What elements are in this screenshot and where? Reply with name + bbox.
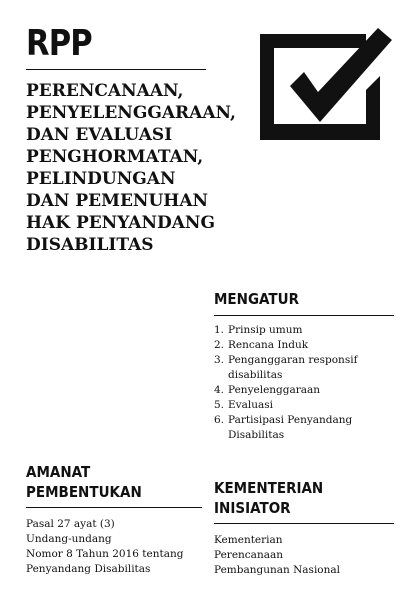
title-line: DAN PEMENUHAN — [26, 191, 209, 211]
amanat-divider — [26, 507, 202, 508]
title-line: PERENCANAAN, — [26, 81, 184, 101]
rpp-logo: RPP — [26, 23, 92, 64]
list-item: 4. Penyelenggaraan — [214, 384, 321, 396]
kementerian-divider — [214, 523, 394, 524]
title-line: PENGHORMATAN, — [26, 147, 204, 167]
title-line: PENYELENGGARAAN, — [26, 103, 236, 123]
mengatur-list — [214, 323, 404, 443]
amanat-text: Pasal 27 ayat (3) Undang-undang Nomor 8 Tahun 2016 tentang Penyandang Disabilitas — [26, 518, 184, 575]
amanat-heading: AMANAT PEMBENTUKAN — [26, 463, 142, 501]
list-item: 1. Prinsip umum — [214, 324, 303, 336]
title-line: PELINDUNGAN — [26, 169, 176, 189]
title-line: DAN EVALUASI — [26, 125, 173, 145]
kementerian-heading: KEMENTERIAN INISIATOR — [214, 479, 324, 517]
title-divider — [26, 69, 206, 70]
list-item: 2. Rencana Induk — [214, 339, 309, 351]
list-item: 6. Partisipasi Penyandang Disabilitas — [214, 414, 353, 441]
list-item: 3. Penganggaran responsif disabilitas — [214, 354, 358, 381]
title-line: DISABILITAS — [26, 235, 154, 255]
checkbox-checked-icon — [260, 28, 394, 140]
document-title — [26, 80, 246, 256]
list-item: 5. Evaluasi — [214, 399, 273, 411]
title-line: HAK PENYANDANG — [26, 213, 215, 233]
mengatur-heading: MENGATUR — [214, 290, 300, 308]
kementerian-text: Kementerian Perencanaan Pembangunan Nasional — [214, 534, 341, 576]
mengatur-divider — [214, 315, 394, 316]
